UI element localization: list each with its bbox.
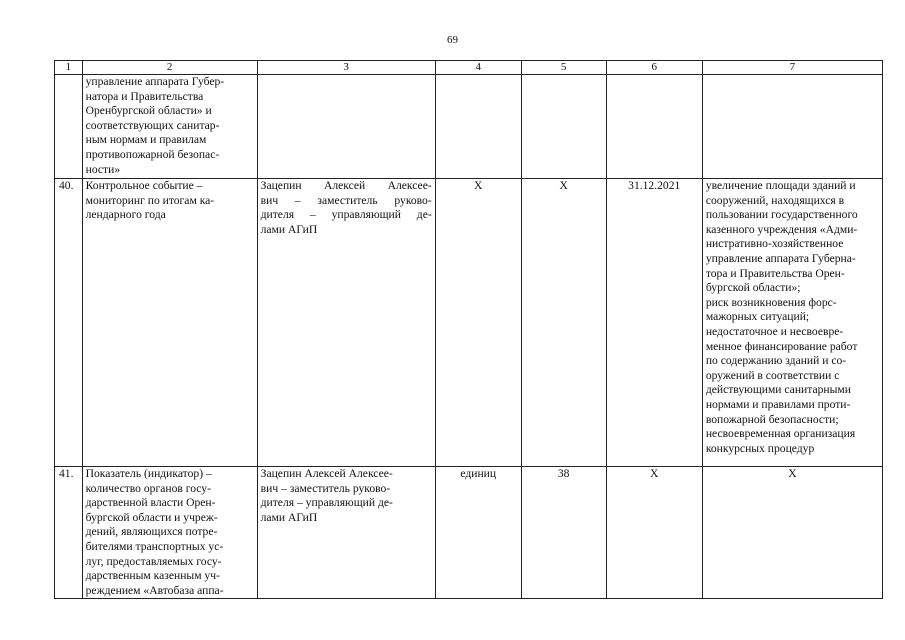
cell-responsible <box>257 467 435 599</box>
cell-value <box>521 75 606 179</box>
text-line: дителя – управляющий де- <box>260 208 432 222</box>
text-line: лами АГиП <box>260 510 318 524</box>
text-line: соответствующих санитар- <box>85 118 220 132</box>
text-line: вич – заместитель руково- <box>260 481 391 495</box>
text-line: мажорных ситуаций; <box>705 310 810 324</box>
text-line: по содержанию зданий и со- <box>705 354 847 368</box>
text-line: бургской области и учреж- <box>85 510 218 524</box>
cell-risks <box>702 179 882 467</box>
table-row-40 <box>55 179 883 467</box>
text-line: нормами и правилами проти- <box>705 397 851 411</box>
text-line: дарственной власти Орен- <box>85 496 216 510</box>
text-line: недостаточное и несвоевре- <box>705 324 844 338</box>
column-header-7: 7 <box>702 61 882 75</box>
text-line: ным нормам и правилам <box>85 133 207 147</box>
cell-description <box>82 75 257 179</box>
table-header-row <box>55 61 883 75</box>
text-line: дений, являющихся потре- <box>85 525 218 539</box>
text-line: луг, предоставляемых госу- <box>85 554 222 568</box>
cell-risks: X <box>702 467 882 599</box>
text-line: Оренбургской области» и <box>85 104 212 118</box>
row-number: 40. <box>55 179 83 467</box>
text-line: лендарного года <box>85 208 166 222</box>
text-line: Показатель (индикатор) – <box>85 467 212 480</box>
cell-unit: единиц <box>435 467 521 599</box>
text-line: тора и Правительства Орен- <box>705 266 845 280</box>
text-line: управление аппарата Губер- <box>85 75 225 88</box>
text-line: дителя – управляющий де- <box>260 496 393 510</box>
column-header-2: 2 <box>82 61 257 75</box>
text-line: ности» <box>85 162 121 176</box>
row-number: 41. <box>55 467 83 599</box>
column-header-3: 3 <box>257 61 435 75</box>
cell-unit: X <box>435 179 521 467</box>
text-line: несвоевременная организация <box>705 427 856 441</box>
text-line: реждением «Автобаза аппа- <box>85 583 224 597</box>
column-header-4: 4 <box>435 61 521 75</box>
text-line: количество органов госу- <box>85 481 211 495</box>
cell-responsible <box>257 75 435 179</box>
column-header-6: 6 <box>606 61 702 75</box>
cell-unit <box>435 75 521 179</box>
table-row-41 <box>55 467 883 599</box>
cell-value: X <box>521 179 606 467</box>
text-line: увеличение площади зданий и <box>705 179 856 192</box>
data-table <box>54 60 883 599</box>
text-line: бургской области»; <box>705 281 801 295</box>
text-line: противопожарной безопас- <box>85 147 220 161</box>
cell-risks <box>702 75 882 179</box>
page-number: 69 <box>447 34 458 46</box>
text-line: нистративно-хозяйственное <box>705 237 844 251</box>
text-line: Зацепин Алексей Алексее- <box>260 467 393 480</box>
text-line: натора и Правительства <box>85 89 204 103</box>
text-line: управление аппарата Губерна- <box>705 251 856 265</box>
cell-description <box>82 467 257 599</box>
text-line: бителями транспортных ус- <box>85 539 224 553</box>
cell-num <box>55 75 83 179</box>
text-line: менное финансирование работ <box>705 339 858 353</box>
text-line: Зацепин Алексей Алексее- <box>260 179 432 192</box>
text-line: лами АГиП <box>260 222 318 236</box>
text-line: вич – заместитель руково- <box>260 193 432 207</box>
text-line: конкурсных процедур <box>705 441 815 455</box>
column-header-1: 1 <box>55 61 83 75</box>
cell-value: 38 <box>521 467 606 599</box>
cell-date: X <box>606 467 702 599</box>
table-row-continuation <box>55 75 883 179</box>
text-line: казенного учреждения «Адми- <box>705 222 858 236</box>
text-line: сооружений, находящихся в <box>705 193 845 207</box>
text-line: оружений в соответствии с <box>705 368 840 382</box>
text-line: вопожарной безопасности; <box>705 412 839 426</box>
cell-description <box>82 179 257 467</box>
column-header-5: 5 <box>521 61 606 75</box>
text-line: Контрольное событие – <box>85 179 203 192</box>
cell-date: 31.12.2021 <box>606 179 702 467</box>
text-line: мониторинг по итогам ка- <box>85 193 215 207</box>
text-line: дарственным казенным уч- <box>85 569 220 583</box>
text-line: риск возникновения форс- <box>705 295 837 309</box>
text-line: действующими санитарными <box>705 383 851 397</box>
text-line: пользовании государственного <box>705 208 858 222</box>
cell-date <box>606 75 702 179</box>
cell-responsible <box>257 179 435 467</box>
